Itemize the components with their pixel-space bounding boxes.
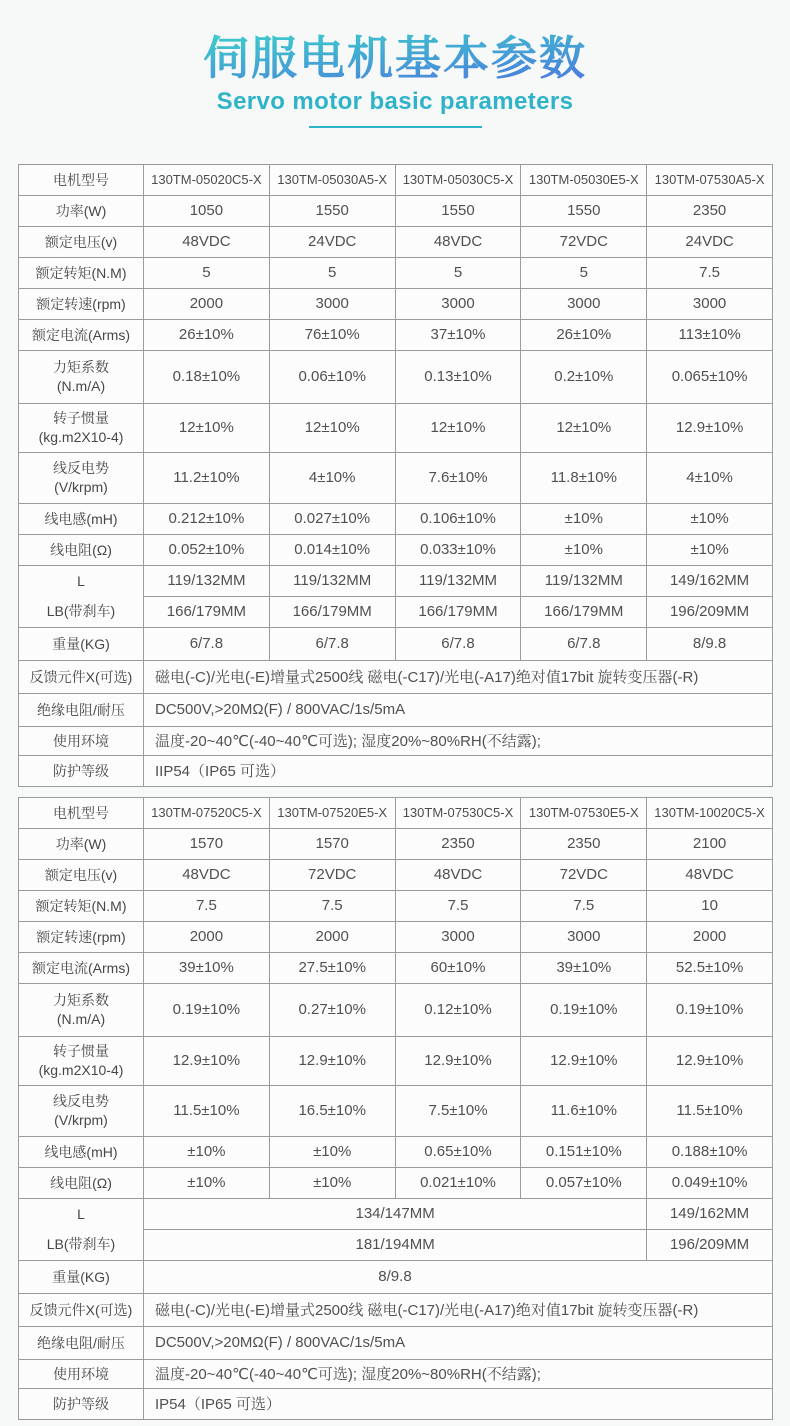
model-cell: 130TM-07520C5-X (144, 797, 270, 828)
footer-row (19, 1326, 773, 1359)
row-label: 功率(W) (19, 828, 144, 859)
spec-cell: 113±10% (647, 319, 773, 350)
spec-cell: ±10% (269, 1167, 395, 1198)
row-label: 额定转矩(N.M) (19, 257, 144, 288)
table-row-weight (19, 627, 773, 660)
spec-cell: 72VDC (521, 226, 647, 257)
spec-cell: 149/162MM (647, 565, 773, 596)
spec-cell: 0.19±10% (144, 983, 270, 1036)
spec-cell: 0.12±10% (395, 983, 521, 1036)
spec-cell-merged: 181/194MM (144, 1229, 647, 1260)
row-label: 线反电势 (V/krpm) (19, 452, 144, 503)
spec-cell: 1550 (269, 195, 395, 226)
row-label: 额定转矩(N.M) (19, 890, 144, 921)
title-underline (309, 126, 482, 128)
spec-cell: 0.65±10% (395, 1136, 521, 1167)
footer-row (19, 1293, 773, 1326)
spec-cell: 48VDC (395, 226, 521, 257)
spec-cell: 166/179MM (395, 596, 521, 627)
row-label: 额定转速(rpm) (19, 288, 144, 319)
table-row (19, 1085, 773, 1136)
table-row (19, 452, 773, 503)
table-row (19, 952, 773, 983)
table-row (19, 921, 773, 952)
row-label: 转子惯量 (kg.m2X10-4) (19, 403, 144, 452)
footer-value: 磁电(-C)/光电(-E)增量式2500线 磁电(-C17)/光电(-A17)绝对值17bit 旋转变压器(-R) (144, 1293, 773, 1326)
footer-row (19, 1388, 773, 1419)
row-label: 绝缘电阻/耐压 (19, 1326, 144, 1359)
model-row (19, 164, 773, 195)
spec-cell: 48VDC (144, 859, 270, 890)
spec-cell: 12.9±10% (647, 1036, 773, 1085)
table-row (19, 828, 773, 859)
model-cell: 130TM-07530C5-X (395, 797, 521, 828)
spec-cell: 12.9±10% (269, 1036, 395, 1085)
spec-cell: 0.19±10% (521, 983, 647, 1036)
row-label: 线电阻(Ω) (19, 534, 144, 565)
spec-cell: ±10% (647, 534, 773, 565)
table-row (19, 1136, 773, 1167)
row-label-L-LB: L LB(带刹车) (19, 565, 144, 627)
row-label: 额定电流(Arms) (19, 952, 144, 983)
row-label: 额定电流(Arms) (19, 319, 144, 350)
spec-cell: 0.13±10% (395, 350, 521, 403)
row-label: 额定电压(v) (19, 859, 144, 890)
table-row (19, 288, 773, 319)
row-label: 功率(W) (19, 195, 144, 226)
spec-cell: 0.212±10% (144, 503, 270, 534)
row-label: 反馈元件X(可选) (19, 660, 144, 693)
table-row (19, 1036, 773, 1085)
row-label: 电机型号 (19, 797, 144, 828)
spec-cell: 0.06±10% (269, 350, 395, 403)
row-label: 重量(KG) (19, 627, 144, 660)
spec-cell: 27.5±10% (269, 952, 395, 983)
row-label: 线电感(mH) (19, 1136, 144, 1167)
spec-cell: 2000 (647, 921, 773, 952)
spec-cell: 48VDC (395, 859, 521, 890)
spec-cell: 0.052±10% (144, 534, 270, 565)
spec-table-1 (18, 164, 773, 787)
row-label-L-LB: L LB(带刹车) (19, 1198, 144, 1260)
spec-cell: 48VDC (144, 226, 270, 257)
spec-cell: 12±10% (269, 403, 395, 452)
spec-cell: 7.5 (269, 890, 395, 921)
spec-cell-merged: 134/147MM (144, 1198, 647, 1229)
spec-cell: ±10% (521, 534, 647, 565)
spec-cell: 0.106±10% (395, 503, 521, 534)
footer-value: IP54（IP65 可选） (144, 1388, 773, 1419)
spec-cell: 72VDC (521, 859, 647, 890)
spec-cell: 4±10% (647, 452, 773, 503)
table-row (19, 1167, 773, 1198)
footer-value: DC500V,>20MΩ(F) / 800VAC/1s/5mA (144, 1326, 773, 1359)
spec-cell: 0.065±10% (647, 350, 773, 403)
table-row (19, 257, 773, 288)
spec-cell: 48VDC (647, 859, 773, 890)
table-row (19, 503, 773, 534)
spec-cell: 12±10% (395, 403, 521, 452)
table-row (19, 983, 773, 1036)
row-label: 使用环境 (19, 726, 144, 755)
footer-value: 磁电(-C)/光电(-E)增量式2500线 磁电(-C17)/光电(-A17)绝对值17bit 旋转变压器(-R) (144, 660, 773, 693)
spec-cell: 24VDC (647, 226, 773, 257)
table-row (19, 859, 773, 890)
spec-cell: 16.5±10% (269, 1085, 395, 1136)
spec-cell: 119/132MM (521, 565, 647, 596)
spec-cell: 37±10% (395, 319, 521, 350)
spec-cell: 1570 (269, 828, 395, 859)
spec-cell: 12.9±10% (521, 1036, 647, 1085)
spec-cell: 0.2±10% (521, 350, 647, 403)
row-label: 线电感(mH) (19, 503, 144, 534)
spec-cell: 72VDC (269, 859, 395, 890)
spec-cell: 8/9.8 (647, 627, 773, 660)
spec-cell: ±10% (144, 1167, 270, 1198)
spec-cell: 52.5±10% (647, 952, 773, 983)
spec-cell: 3000 (269, 288, 395, 319)
spec-cell: 5 (521, 257, 647, 288)
table-row-L (19, 565, 773, 596)
spec-cell: 11.6±10% (521, 1085, 647, 1136)
spec-cell: ±10% (647, 503, 773, 534)
footer-value: IIP54（IP65 可选） (144, 755, 773, 786)
table-row-weight (19, 1260, 773, 1293)
spec-cell: 39±10% (144, 952, 270, 983)
spec-cell: 166/179MM (269, 596, 395, 627)
row-label: 重量(KG) (19, 1260, 144, 1293)
model-cell: 130TM-05030C5-X (395, 164, 521, 195)
spec-cell: 7.5 (144, 890, 270, 921)
spec-cell: 0.19±10% (647, 983, 773, 1036)
spec-cell: 11.5±10% (144, 1085, 270, 1136)
spec-cell: 1550 (395, 195, 521, 226)
spec-cell: 0.18±10% (144, 350, 270, 403)
spec-cell: ±10% (144, 1136, 270, 1167)
row-label: 防护等级 (19, 755, 144, 786)
spec-cell: 2100 (647, 828, 773, 859)
spec-cell: 3000 (521, 288, 647, 319)
row-label: 额定电压(v) (19, 226, 144, 257)
row-label: 反馈元件X(可选) (19, 1293, 144, 1326)
model-cell: 130TM-05020C5-X (144, 164, 270, 195)
row-label: 力矩系数 (N.m/A) (19, 983, 144, 1036)
row-label: 防护等级 (19, 1388, 144, 1419)
page-header (0, 0, 790, 128)
spec-cell: 0.057±10% (521, 1167, 647, 1198)
spec-cell: 7.5 (647, 257, 773, 288)
spec-cell: 3000 (395, 288, 521, 319)
spec-cell: 39±10% (521, 952, 647, 983)
spec-cell: 7.5 (521, 890, 647, 921)
spec-cell: 6/7.8 (521, 627, 647, 660)
spec-cell: 11.5±10% (647, 1085, 773, 1136)
tables-container (18, 164, 772, 1420)
spec-cell: 3000 (521, 921, 647, 952)
row-label: 额定转速(rpm) (19, 921, 144, 952)
page-subtitle: Servo motor basic parameters (216, 87, 574, 115)
spec-cell: 196/209MM (647, 596, 773, 627)
spec-cell: 12.9±10% (395, 1036, 521, 1085)
spec-cell: 26±10% (521, 319, 647, 350)
spec-cell: 119/132MM (395, 565, 521, 596)
spec-cell: 0.188±10% (647, 1136, 773, 1167)
spec-cell: 60±10% (395, 952, 521, 983)
table-row (19, 350, 773, 403)
footer-value: DC500V,>20MΩ(F) / 800VAC/1s/5mA (144, 693, 773, 726)
footer-value: 温度-20~40℃(-40~40℃可选); 湿度20%~80%RH(不结露); (144, 1359, 773, 1388)
spec-cell: 1570 (144, 828, 270, 859)
spec-cell: 3000 (395, 921, 521, 952)
table-row (19, 319, 773, 350)
spec-cell: 26±10% (144, 319, 270, 350)
spec-cell: 2000 (144, 921, 270, 952)
table-row (19, 226, 773, 257)
spec-cell: 6/7.8 (144, 627, 270, 660)
spec-cell: 11.8±10% (521, 452, 647, 503)
spec-cell: 12±10% (144, 403, 270, 452)
spec-cell: 119/132MM (269, 565, 395, 596)
row-label: 转子惯量 (kg.m2X10-4) (19, 1036, 144, 1085)
spec-cell: 12.9±10% (647, 403, 773, 452)
spec-cell: 76±10% (269, 319, 395, 350)
row-label: 电机型号 (19, 164, 144, 195)
spec-cell: 0.027±10% (269, 503, 395, 534)
spec-cell: 6/7.8 (269, 627, 395, 660)
model-cell: 130TM-05030E5-X (521, 164, 647, 195)
spec-table-2 (18, 797, 773, 1420)
spec-cell: 2000 (269, 921, 395, 952)
spec-cell: 2000 (144, 288, 270, 319)
spec-cell: ±10% (521, 503, 647, 534)
spec-cell: 24VDC (269, 226, 395, 257)
spec-cell: 6/7.8 (395, 627, 521, 660)
page-title: 伺服电机基本参数 (203, 32, 587, 84)
spec-cell: 2350 (395, 828, 521, 859)
spec-cell: 0.27±10% (269, 983, 395, 1036)
spec-cell: 7.5±10% (395, 1085, 521, 1136)
spec-cell: 7.6±10% (395, 452, 521, 503)
footer-row (19, 660, 773, 693)
spec-cell: 1050 (144, 195, 270, 226)
row-label: 线电阻(Ω) (19, 1167, 144, 1198)
footer-row (19, 693, 773, 726)
spec-cell: 12.9±10% (144, 1036, 270, 1085)
table-row (19, 534, 773, 565)
model-row (19, 797, 773, 828)
table-row (19, 403, 773, 452)
spec-cell: 3000 (647, 288, 773, 319)
spec-cell: 4±10% (269, 452, 395, 503)
spec-cell: 0.151±10% (521, 1136, 647, 1167)
model-cell: 130TM-07530A5-X (647, 164, 773, 195)
spec-cell: 166/179MM (521, 596, 647, 627)
spec-cell: 7.5 (395, 890, 521, 921)
model-cell: 130TM-10020C5-X (647, 797, 773, 828)
spec-cell: 0.049±10% (647, 1167, 773, 1198)
spec-cell-merged: 8/9.8 (144, 1260, 773, 1293)
spec-cell: 5 (395, 257, 521, 288)
footer-value: 温度-20~40℃(-40~40℃可选); 湿度20%~80%RH(不结露); (144, 726, 773, 755)
spec-cell: 166/179MM (144, 596, 270, 627)
row-label: 线反电势 (V/krpm) (19, 1085, 144, 1136)
model-cell: 130TM-07520E5-X (269, 797, 395, 828)
spec-cell: 10 (647, 890, 773, 921)
table-row-L (19, 1198, 773, 1229)
spec-cell: 12±10% (521, 403, 647, 452)
row-label: 绝缘电阻/耐压 (19, 693, 144, 726)
row-label: 使用环境 (19, 1359, 144, 1388)
spec-cell: 196/209MM (647, 1229, 773, 1260)
spec-cell: 5 (144, 257, 270, 288)
footer-row (19, 1359, 773, 1388)
spec-cell: 149/162MM (647, 1198, 773, 1229)
model-cell: 130TM-07530E5-X (521, 797, 647, 828)
spec-cell: 0.021±10% (395, 1167, 521, 1198)
footer-row (19, 726, 773, 755)
table-row (19, 890, 773, 921)
table-row (19, 195, 773, 226)
spec-cell: 11.2±10% (144, 452, 270, 503)
spec-cell: 0.014±10% (269, 534, 395, 565)
row-label: 力矩系数 (N.m/A) (19, 350, 144, 403)
model-cell: 130TM-05030A5-X (269, 164, 395, 195)
spec-cell: 1550 (521, 195, 647, 226)
spec-cell: 0.033±10% (395, 534, 521, 565)
footer-row (19, 755, 773, 786)
spec-cell: 5 (269, 257, 395, 288)
spec-cell: 119/132MM (144, 565, 270, 596)
spec-cell: ±10% (269, 1136, 395, 1167)
spec-cell: 2350 (647, 195, 773, 226)
spec-cell: 2350 (521, 828, 647, 859)
